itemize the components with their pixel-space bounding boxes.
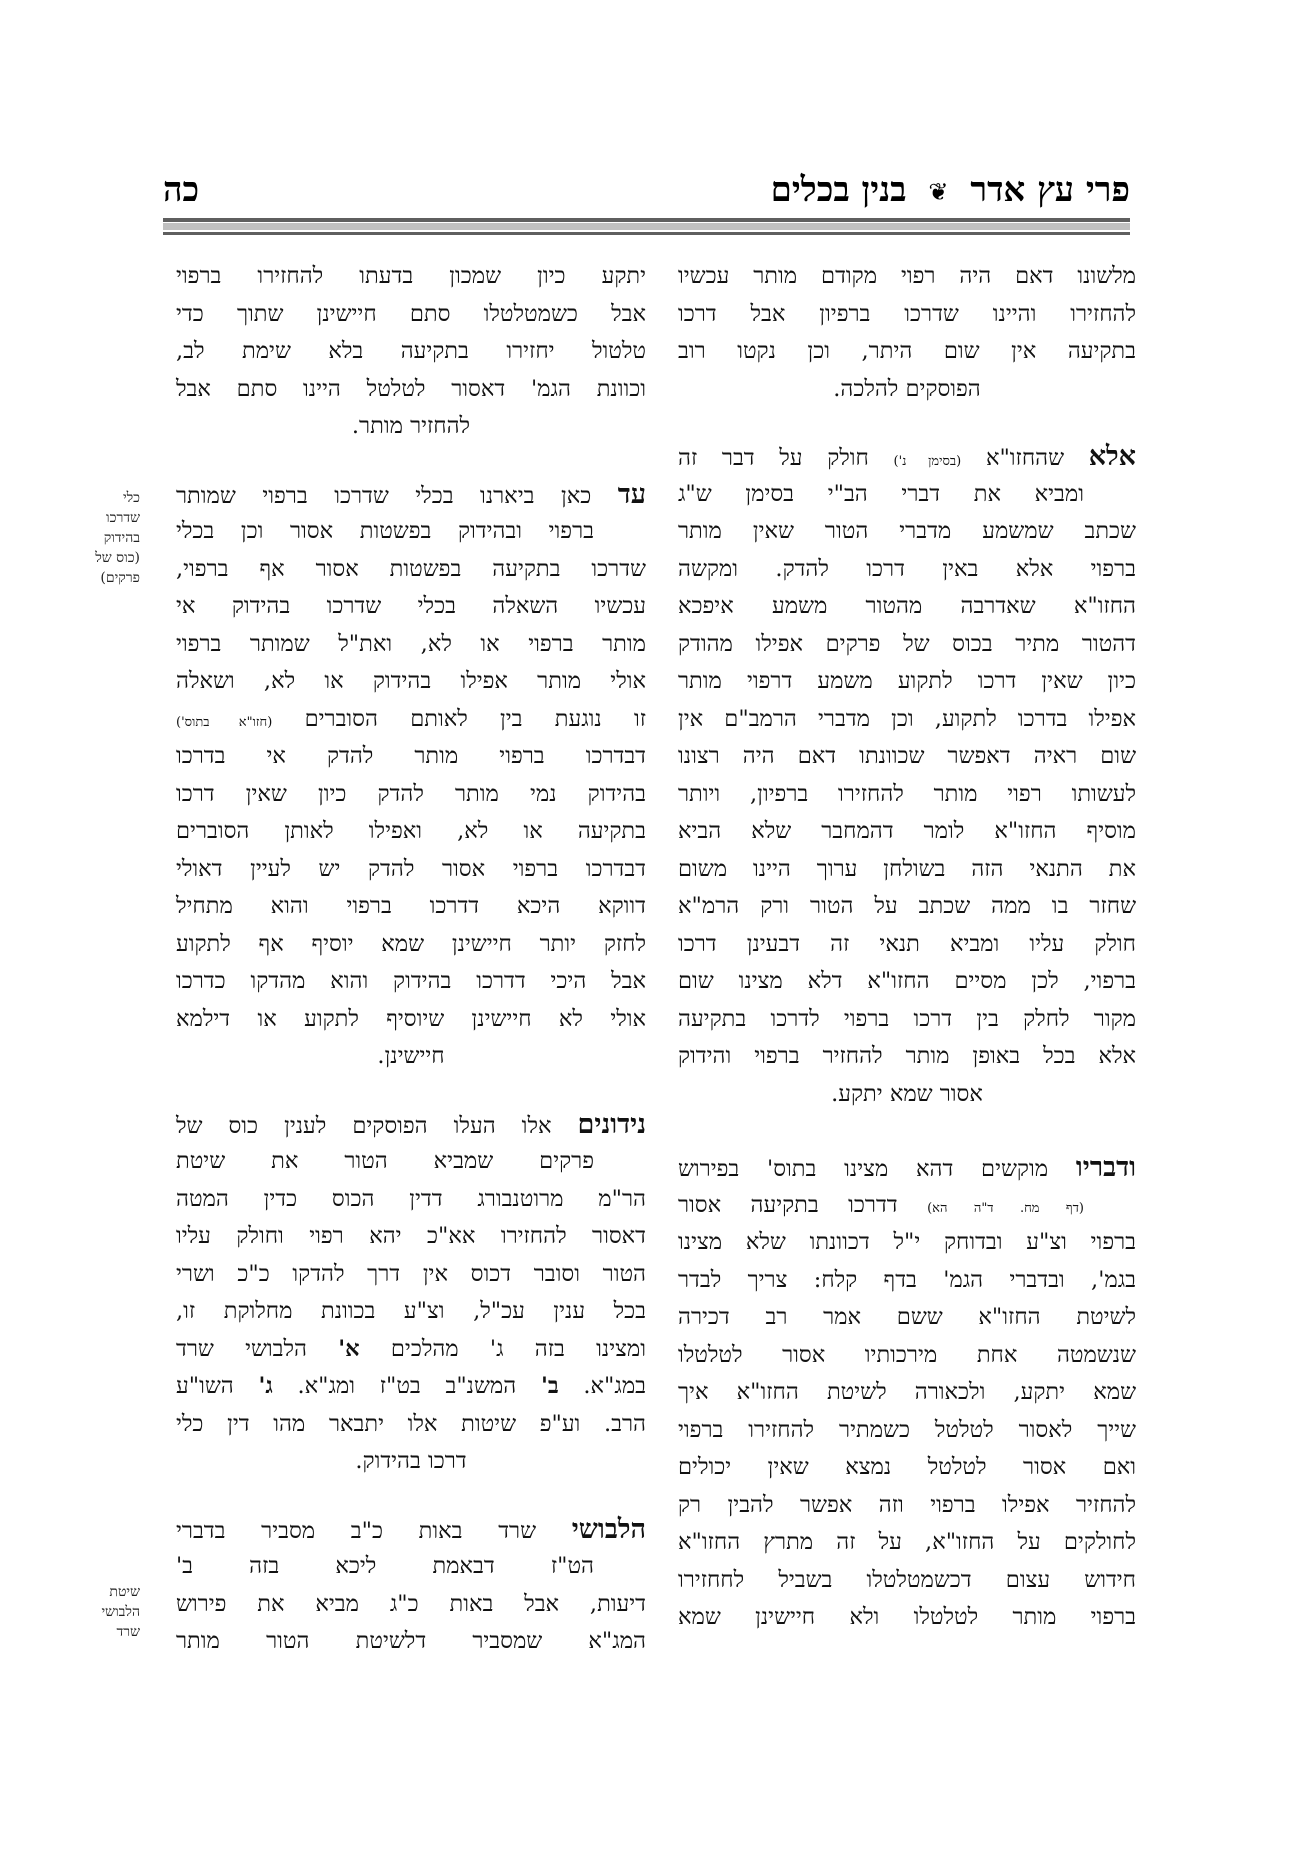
- lead-word: הלבושי: [571, 1513, 646, 1545]
- text-line: להחזיר מותר.: [351, 413, 471, 439]
- running-head: [163, 168, 1130, 212]
- paragraph-nidonim: [176, 1106, 646, 1481]
- text-line: אפילו בדרכו לתקוע, וכן מדברי הרמב"ם אין: [678, 705, 1136, 732]
- text-line: להחזיר אפילו ברפוי וזה אפשר להבין רק: [678, 1491, 1136, 1518]
- text-line: אבל כשמטלטלו סתם חיישינן שתוך כדי: [176, 300, 646, 327]
- lead-word: ודבריו: [1075, 1152, 1136, 1183]
- text-line: הרב. וע"פ שיטות אלו יתבאר מהו דין כלי: [176, 1410, 646, 1437]
- text-line: להחזירו והיינו שדרכו ברפיון אבל דרכו: [678, 300, 1136, 327]
- text-line: טלטול יחזירו בתקיעה בלא שימת לב,: [176, 338, 646, 364]
- text-line: מלשונו דאם היה רפוי מקודם מותר עכשיו: [678, 263, 1136, 289]
- margin-note: כלי שדרכו בהידוק (כוס של פרקים): [95, 490, 140, 586]
- text-line: לחולקים על החזו"א, על זה מתרץ החזו"א: [678, 1529, 1136, 1555]
- paragraph-continuation: [176, 258, 646, 446]
- right-column: [678, 258, 1136, 1661]
- text-line: את התנאי הזה בשולחן ערוך היינו משום: [678, 855, 1136, 882]
- text-line: ואם אסור לטלטל נמצא שאין יכולים: [678, 1454, 1136, 1480]
- text-line: ברפוי וצ"ע ובדוחק י"ל דכוונתו שלא מצינו: [678, 1229, 1136, 1255]
- lead-word: נידונים: [577, 1108, 646, 1140]
- text-line: הפוסקים להלכה.: [833, 375, 981, 402]
- text-line: חיישינן.: [377, 1043, 445, 1069]
- text-line: החזו"א שאדרבה מהטור משמע איפכא: [678, 593, 1136, 619]
- text-line: (דף מח. ד"ה הא) דדרכו בתקיעה אסור: [678, 1191, 1084, 1218]
- text-line: דאסור להחזירו אא"כ יהא רפוי וחולק עליו: [176, 1223, 646, 1249]
- text-line: ברפוי, לכן מסיים החזו"א דלא מצינו שום: [678, 968, 1136, 994]
- book-title-main: פרי עץ אדר: [970, 170, 1130, 210]
- text-line: שחזר בו ממה שכתב על הטור ורק הרמ"א: [678, 893, 1136, 919]
- text-line: שכתב שמשמע מדברי הטור שאין מותר: [678, 518, 1136, 544]
- header-rule-top: [163, 218, 1130, 222]
- citation: (חזו"א בתוס'): [176, 714, 273, 730]
- header-rule-middle: [163, 223, 1130, 230]
- text-line: הטור וסובר דכוס אין דרך להדקו כ"כ ושרי: [176, 1260, 646, 1287]
- text-line: אולי מותר אפילו בהידוק או לא, ושאלה: [176, 668, 646, 694]
- text-line: מוסיף החזו"א לומר דהמחבר שלא הביא: [678, 818, 1136, 844]
- text-line: וכוונת הגמ' דאסור לטלטל היינו סתם אבל: [176, 375, 646, 402]
- paragraph-ad: [176, 476, 646, 1076]
- text-line: אלא בכל באופן מותר להחזיר ברפוי והידוק: [678, 1043, 1136, 1069]
- paragraph-continuation: [678, 258, 1136, 408]
- paragraph-halevushei: [176, 1511, 646, 1661]
- text-line: עכשיו השאלה בכלי שדרכו בהידוק אי: [176, 593, 646, 619]
- text-line: נידונים אלו העלו הפוסקים לענין כוס של: [176, 1108, 646, 1140]
- text-line: שום ראיה דאפשר שכוונתו דאם היה רצונו: [678, 743, 1136, 769]
- text-line: בתקיעה או לא, ואפילו לאותן הסוברים: [176, 818, 646, 844]
- text-line: ברפוי ובהידוק בפשטות אסור וכן בכלי: [176, 518, 594, 544]
- text-line: שדרכו בתקיעה בפשטות אסור אף ברפוי,: [176, 555, 646, 582]
- book-title: [771, 168, 1130, 214]
- text-line: ודבריו מוקשים דהא מצינו בתוס' בפירוש: [678, 1152, 1136, 1183]
- text-line: אולי לא חיישינן שיוסיף לתקוע או דילמא: [176, 1005, 646, 1032]
- text-line: יתקע כיון שמכון בדעתו להחזירו ברפוי: [176, 263, 646, 289]
- page-number: כה: [163, 170, 200, 210]
- text-line: הלבושי שרד באות כ"ב מסביר בדברי: [176, 1513, 646, 1545]
- text-line: מותר ברפוי או לא, ואת"ל שמותר ברפוי: [176, 630, 646, 657]
- text-line: בגמ', ובדברי הגמ' בדף קלח: צריך לבדר: [678, 1266, 1136, 1293]
- paragraph-ela: [678, 438, 1136, 1113]
- text-line: אלא שהחזו"א (בסימן נ') חולק על דבר זה: [678, 441, 1137, 472]
- margin-note: שיטת הלבושי שרד: [101, 1584, 140, 1640]
- text-line: לשיטת החזו"א ששם אמר רב דכירה: [678, 1304, 1136, 1330]
- paragraph-udvarav: [678, 1149, 1136, 1637]
- text-line: לחזק יותר חיישינן שמא יוסיף אף לתקוע: [176, 930, 646, 957]
- citation: (בסימן נ'): [893, 454, 962, 469]
- text-line: לעשותו רפוי מותר להחזירו ברפיון, ויותר: [678, 780, 1136, 807]
- lead-word: אלא: [1088, 441, 1137, 472]
- text-line: ברפוי מותר לטלטלו ולא חיישינן שמא: [678, 1604, 1136, 1630]
- text-line: דבדרכו ברפוי אסור להדק יש לעיין דאולי: [176, 855, 646, 882]
- text-line: אבל היכי דדרכו בהידוק והוא מהדקו כדרכו: [176, 968, 646, 994]
- header-rule-bottom: [163, 232, 1130, 235]
- text-line: דיעות, אבל באות כ"ג מביא את פירוש: [176, 1590, 646, 1617]
- text-line: הט"ז דבאמת ליכא בזה ב': [176, 1553, 594, 1579]
- text-line: חידוש עצום דכשמטלטלו בשביל לחחזירו: [678, 1566, 1136, 1593]
- citation: (דף מח. ד"ה הא): [927, 1200, 1084, 1216]
- text-line: מקור לחלק בין דרכו ברפוי לדרכו בתקיעה: [678, 1005, 1136, 1032]
- fleuron-ornament-icon: ❦: [928, 178, 949, 206]
- text-line: פרקים שמביא הטור את שיטת: [176, 1148, 594, 1174]
- text-line: זו נוגעת בין לאותם הסוברים (חזו"א בתוס'): [176, 705, 647, 732]
- text-line: דהטור מתיר בכוס של פרקים אפילו מהודק: [678, 630, 1136, 657]
- text-line: דרכו בהידוק.: [355, 1448, 467, 1474]
- text-line: ומצינו בזה ג' מהלכים א' הלבושי שרד: [176, 1335, 646, 1362]
- text-line: המג"א שמסביר דלשיטת הטור מותר: [176, 1628, 646, 1654]
- text-line: עד כאן ביארנו בכלי שדרכו ברפוי שמותר: [176, 478, 646, 510]
- text-line: במג"א. ב' המשנ"ב בט"ז ומג"א. ג' השו"ע: [176, 1373, 647, 1399]
- text-line: בהידוק נמי מותר להדק כיון שאין דרכו: [176, 780, 646, 807]
- text-line: שמא יתקע, ולכאורה לשיטת החזו"א איך: [678, 1379, 1136, 1405]
- text-line: בתקיעה אין שום היתר, וכן נקטו רוב: [678, 338, 1136, 364]
- lead-word: עד: [617, 478, 646, 510]
- text-line: דבדרכו ברפוי מותר להדק אי בדרכו: [176, 743, 646, 769]
- left-column: [176, 258, 646, 1685]
- text-line: כיון שאין דרכו לתקוע משמע דרפוי מותר: [678, 668, 1136, 694]
- text-line: בכל ענין עכ"ל, וצ"ע בכוונת מחלוקת זו,: [176, 1298, 646, 1324]
- text-line: דווקא היכא דדרכו ברפוי והוא מתחיל: [176, 893, 646, 919]
- text-line: שייך לאסור לטלטל כשמתיר להחזירו ברפוי: [678, 1416, 1136, 1443]
- text-line: אסור שמא יתקע.: [831, 1080, 983, 1107]
- text-line: הר"מ מרוטנבורג דדין הכוס כדין המטה: [176, 1185, 646, 1212]
- text-line: ברפוי אלא באין דרכו להדק. ומקשה: [678, 555, 1136, 582]
- book-section-title: בנין בכלים: [770, 170, 907, 210]
- text-line: חולק עליו ומביא תנאי זה דבעינן דרכו: [678, 930, 1136, 957]
- text-line: שנשמטה אחת מירכותיו אסור לטלטלו: [678, 1341, 1136, 1368]
- text-line: ומביא את דברי הב"י בסימן ש"ג: [678, 480, 1084, 507]
